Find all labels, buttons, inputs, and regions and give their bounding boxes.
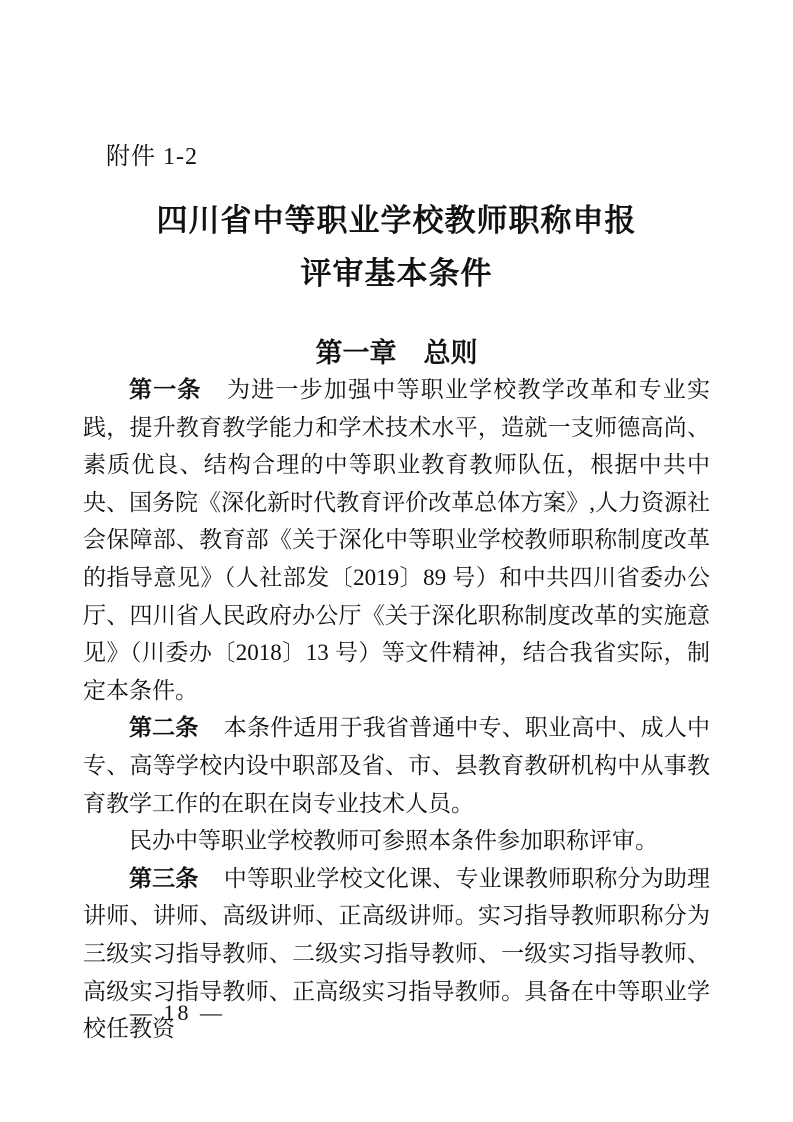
paragraph-article-2 bbox=[83, 709, 710, 822]
document-body bbox=[83, 371, 710, 1048]
chapter-heading: 第一章 总则 bbox=[315, 338, 478, 368]
title-line-2: 评审基本条件 bbox=[300, 256, 493, 291]
paragraph-article-1 bbox=[83, 371, 710, 709]
article-3-text: 中等职业学校文化课、专业课教师职称分为助理讲师、讲师、高级讲师、正高级讲师。实习指导教师职称分为三级实习指导教师、二级实习指导教师、一级实习指导教师、高级实习指导教师、正高级实习指导教师。具备在中等职业学校任教资 bbox=[83, 865, 711, 1042]
article-2-number: 第二条 bbox=[129, 714, 199, 741]
document-title bbox=[83, 194, 710, 300]
article-2-supplement-text: 民办中等职业学校教师可参照本条件参加职称评审。 bbox=[129, 828, 658, 854]
article-1-number: 第一条 bbox=[129, 376, 202, 402]
page-number: — 18 — bbox=[130, 1000, 225, 1025]
paragraph-article-2-supplement bbox=[83, 822, 710, 860]
article-1-text: 为进一步加强中等职业学校教学改革和专业实践，提升教育教学能力和学术技术水平，造就一支师德高尚、素质优良、结构合理的中等职业教育教师队伍，根据中共中央、国务院《深化新时代教育评价改革总体方案》,人力资源社会保障部、教育部《关于深化中等职业学校教师职称制度改革的指导意见》（人社部发〔2019〕89 号）和中共四川省委办公厅、四川省人民政府办公厅《关于深化职称制度改革的实施意见》（川委办〔2018〕13 号）等文件精神，结合我省实际，制定本条件。 bbox=[83, 377, 711, 703]
attachment-label: 附件 1-2 bbox=[106, 144, 198, 170]
title-line-1: 四川省中等职业学校教师职称申报 bbox=[156, 203, 637, 238]
article-3-number: 第三条 bbox=[129, 864, 199, 891]
article-2-text: 本条件适用于我省普通中专、职业高中、成人中专、高等学校内设中职部及省、市、县教育教研机构中从事教育教学工作的在职在岗专业技术人员。 bbox=[83, 715, 711, 816]
